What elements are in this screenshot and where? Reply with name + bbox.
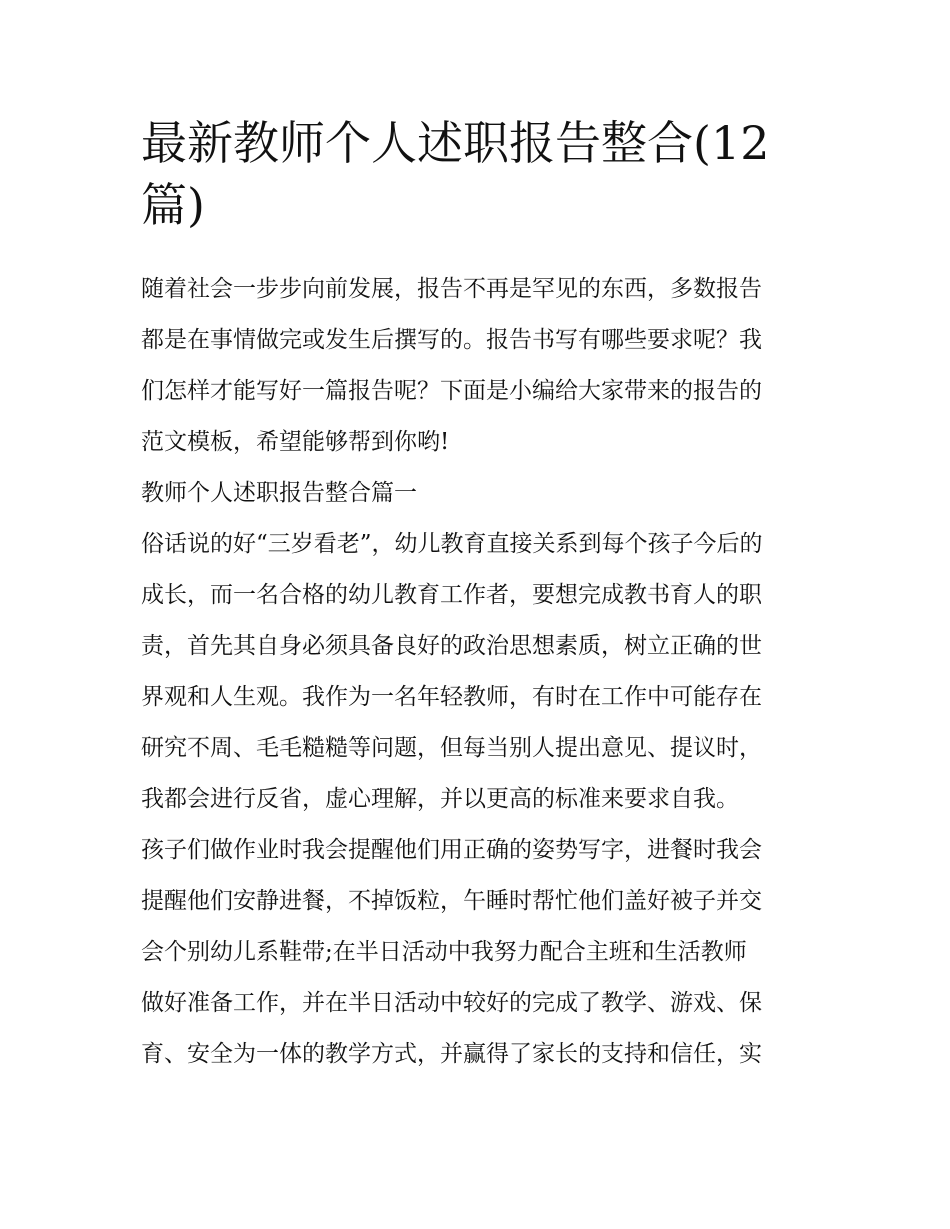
intro-line-4: 范文模板，希望能够帮到你哟!: [141, 429, 450, 455]
intro-line-2: 都是在事情做完或发生后撰写的。报告书写有哪些要求呢？我: [141, 327, 762, 353]
intro-line-1: 随着社会一步步向前发展，报告不再是罕见的东西，多数报告: [141, 276, 762, 302]
paragraph-1-line-3: 责，首先其自身必须具备良好的政治思想素质，树立正确的世: [141, 633, 762, 659]
paragraph-1-line-4: 界观和人生观。我作为一名年轻教师，有时在工作中可能存在: [141, 684, 762, 710]
title-line-1: 最新教师个人述职报告整合(12: [141, 116, 770, 170]
intro-line-3: 们怎样才能写好一篇报告呢？下面是小编给大家带来的报告的: [141, 378, 762, 404]
paragraph-2-line-4: 做好准备工作，并在半日活动中较好的完成了教学、游戏、保: [141, 990, 762, 1016]
paragraph-2-line-5: 育、安全为一体的教学方式，并赢得了家长的支持和信任，实: [141, 1041, 762, 1067]
document-title: [141, 112, 811, 236]
paragraph-1-line-1: 俗话说的好“三岁看老”，幼儿教育直接关系到每个孩子今后的: [141, 531, 763, 557]
paragraph-1-line-2: 成长，而一名合格的幼儿教育工作者，要想完成教书育人的职: [141, 582, 762, 608]
paragraph-1-line-6: 我都会进行反省，虚心理解，并以更高的标准来要求自我。: [141, 786, 739, 812]
title-line-2: 篇): [141, 178, 205, 232]
paragraph-2-line-3: 会个别幼儿系鞋带;在半日活动中我努力配合主班和生活教师: [141, 939, 747, 965]
paragraph-2-line-2: 提醒他们安静进餐，不掉饭粒，午睡时帮忙他们盖好被子并交: [141, 888, 762, 914]
paragraph-2-line-1: 孩子们做作业时我会提醒他们用正确的姿势写字，进餐时我会: [141, 837, 762, 863]
document-body: [141, 264, 811, 1080]
document-page: [141, 112, 811, 1080]
section-heading: 教师个人述职报告整合篇一: [141, 480, 417, 506]
paragraph-1-line-5: 研究不周、毛毛糙糙等问题，但每当别人提出意见、提议时，: [141, 735, 762, 761]
